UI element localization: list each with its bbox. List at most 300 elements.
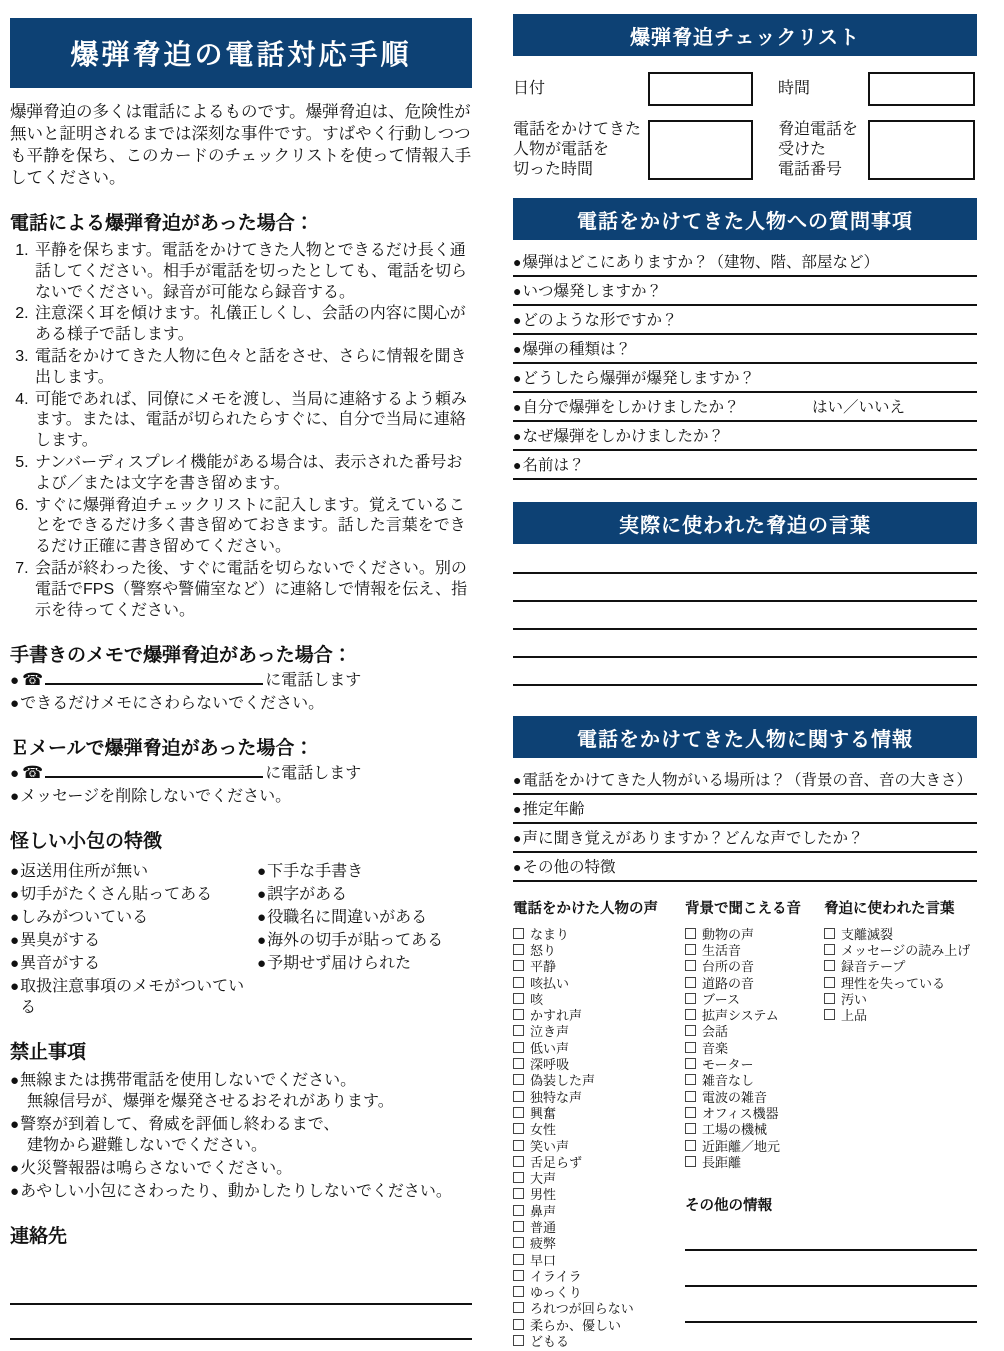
checkbox-item[interactable] (685, 1023, 824, 1039)
package-item-label: 海外の切手が貼ってある (267, 932, 444, 950)
questions-header: 電話をかけてきた人物への質問事項 (513, 198, 977, 240)
checkbox-label: 電波の雑音 (702, 1089, 768, 1105)
received-number-field[interactable] (868, 120, 975, 180)
blank-write-line[interactable] (513, 630, 977, 658)
checkbox-item[interactable] (513, 1121, 685, 1137)
checkbox[interactable] (685, 944, 696, 955)
checkbox[interactable] (824, 928, 835, 939)
checkbox-item[interactable] (513, 990, 685, 1006)
blank-write-line[interactable] (685, 1287, 977, 1323)
checkbox[interactable] (685, 1107, 696, 1118)
bullet-icon: ● (513, 859, 522, 875)
checkbox[interactable] (685, 928, 696, 939)
checkbox-item[interactable] (513, 1332, 685, 1348)
contact-heading: 連絡先 (10, 1226, 68, 1248)
email-call-line (10, 762, 472, 784)
checkbox-label: 汚い (841, 991, 868, 1007)
checkbox[interactable] (513, 1302, 524, 1313)
background-column-header: 背景で聞こえる音 (685, 901, 801, 917)
procedure-step: 6. すぐに爆弾脅迫チェックリストに記入します。覚えていることをできるだけ多く書き留めておきます。話した言葉をできるだけ正確に書き留めてください。 (33, 496, 472, 558)
checkbox-label: 泣き声 (530, 1024, 570, 1040)
language-column-header: 脅迫に使われた言葉 (824, 901, 955, 917)
bullet-icon: ● (10, 788, 20, 806)
threat-words-section (513, 502, 977, 686)
checkbox-item[interactable] (824, 941, 977, 957)
checkbox-label: 大声 (530, 1171, 557, 1187)
blank-write-line[interactable] (685, 1323, 977, 1351)
checkbox-label: メッセージの読み上げ (841, 942, 971, 958)
received-number-label (778, 120, 868, 180)
phone-number-blank[interactable] (45, 762, 263, 778)
checkbox[interactable] (513, 993, 524, 1004)
blank-write-line[interactable] (10, 1270, 472, 1305)
checkbox[interactable] (685, 960, 696, 971)
bullet-icon: ● (257, 863, 267, 881)
note-text: メッセージを削除しないでください。 (20, 788, 292, 806)
checkbox[interactable] (513, 1188, 524, 1199)
checkbox-item[interactable] (685, 1072, 824, 1088)
hangup-time-label-line: 切った時間 (513, 161, 594, 178)
prohibited-item (10, 1070, 472, 1091)
blank-write-line[interactable] (513, 602, 977, 630)
checkbox[interactable] (513, 1286, 524, 1297)
checkbox-label: 近距離／地元 (702, 1138, 781, 1154)
threat-words-header: 実際に使われた脅迫の言葉 (513, 502, 977, 544)
checkbox-label: 笑い声 (530, 1138, 570, 1154)
checkbox-item[interactable] (513, 1251, 685, 1267)
checkbox-label: 上品 (841, 1008, 868, 1024)
voice-column-header: 電話をかけた人物の声 (513, 901, 658, 917)
checkbox[interactable] (685, 1074, 696, 1085)
checkbox-label: 音楽 (702, 1040, 729, 1056)
phone-icon: ☎ (22, 670, 44, 690)
email-note-line (10, 786, 472, 807)
checkbox-label: 舌足らず (530, 1154, 583, 1170)
question-row (513, 248, 977, 277)
checkbox[interactable] (824, 1009, 835, 1020)
checkbox[interactable] (685, 1009, 696, 1020)
blank-write-line[interactable] (513, 574, 977, 602)
package-features (10, 859, 472, 1018)
checkbox-item[interactable] (513, 1218, 685, 1234)
checkbox[interactable] (685, 993, 696, 1004)
question-row (513, 422, 977, 451)
question-row (513, 306, 977, 335)
questions-section (513, 198, 977, 480)
checkbox[interactable] (824, 977, 835, 988)
checklist-fields (513, 72, 977, 180)
checkbox-item[interactable] (513, 1006, 685, 1022)
blank-write-line[interactable] (10, 1340, 472, 1351)
checkbox-label: イライラ (530, 1268, 582, 1284)
bullet-icon: ● (10, 978, 20, 996)
hangup-time-label (513, 120, 648, 180)
bullet-icon: ● (10, 1072, 20, 1090)
checkbox-label: モーター (702, 1057, 754, 1073)
bullet-icon: ● (513, 254, 522, 270)
bullet-icon: ● (513, 312, 522, 328)
checkbox[interactable] (513, 1091, 524, 1102)
checkbox-item[interactable] (513, 1202, 685, 1218)
checkbox-label: 生活音 (702, 942, 742, 958)
checkbox[interactable] (513, 1042, 524, 1053)
time-field[interactable] (868, 72, 975, 106)
checkbox[interactable] (685, 977, 696, 988)
checkbox-label: 長距離 (702, 1154, 742, 1170)
checkbox-item[interactable] (513, 1023, 685, 1039)
checkbox-label: 女性 (530, 1122, 557, 1138)
package-item (10, 930, 257, 951)
hangup-time-label-line: 人物が電話を (513, 141, 610, 158)
checkbox-item[interactable] (685, 925, 824, 941)
intro-paragraph: 爆弾脅迫の多くは電話によるものです。爆弾脅迫は、危険性が無いと証明されるまでは深刻な事件です。すばやく行動しつつも平静を保ち、このカードのチェックリストを使って情報入手してください。 (10, 103, 472, 187)
checkbox-item[interactable] (685, 1039, 824, 1055)
checkbox-item[interactable] (513, 925, 685, 941)
package-item (257, 907, 472, 928)
procedure-step: 7. 会話が終わった後、すぐに電話を切らないでください。別の電話でFPS（警察や警備室など）に連絡しで情報を伝え、指示を待ってください。 (33, 559, 472, 621)
date-label: 日付 (513, 80, 546, 97)
checkbox-label: 咳払い (530, 975, 570, 991)
checkbox-label: ろれつが回らない (530, 1301, 634, 1317)
call-suffix: に電話します (265, 765, 362, 783)
checkbox[interactable] (513, 1074, 524, 1085)
checkbox-item[interactable] (685, 974, 824, 990)
checkbox-item[interactable] (513, 1039, 685, 1055)
question-text: なぜ爆弾をしかけましたか？ (522, 428, 724, 445)
question-row (513, 335, 977, 364)
checkbox-label: 道路の音 (702, 975, 755, 991)
background-sounds-column (685, 900, 824, 1169)
bullet-icon: ● (10, 909, 20, 927)
question-row (513, 451, 977, 480)
bullet-icon: ● (10, 1160, 20, 1178)
checkbox[interactable] (513, 1270, 524, 1281)
question-row (513, 277, 977, 306)
checkbox[interactable] (685, 1140, 696, 1151)
bullet-icon: ● (257, 886, 267, 904)
checkbox-item[interactable] (513, 1055, 685, 1071)
checklist-header: 爆弾脅迫チェックリスト (513, 14, 977, 56)
checkbox-item[interactable] (513, 1186, 685, 1202)
checkbox-item[interactable] (513, 1267, 685, 1283)
prohibited-item-continuation: 無線信号が、爆弾を爆発させるおそれがあります。 (27, 1093, 394, 1111)
note-text: できるだけメモにさわらないでください。 (20, 695, 325, 713)
checkbox-item[interactable] (824, 990, 977, 1006)
checkbox[interactable] (685, 1123, 696, 1134)
checkbox-label: 工場の機械 (702, 1122, 768, 1138)
caller-info-text: 声に聞き覚えがありますか？どんな声でしたか？ (522, 830, 864, 847)
checkbox-label: 独特な声 (530, 1089, 583, 1105)
checkbox-label: 低い声 (530, 1040, 570, 1056)
call-suffix: に電話します (265, 672, 362, 690)
checkbox-item[interactable] (513, 1088, 685, 1104)
checkbox[interactable] (824, 993, 835, 1004)
checkbox-label: 普通 (530, 1220, 557, 1235)
blank-write-line[interactable] (685, 1215, 977, 1251)
checkbox[interactable] (513, 1221, 524, 1232)
package-item-label: 異音がする (20, 955, 101, 973)
checkbox[interactable] (513, 1335, 524, 1346)
checkbox-item[interactable] (685, 941, 824, 957)
prohibited-heading: 禁止事項 (10, 1042, 87, 1064)
bullet-icon: ● (513, 830, 522, 846)
checkbox-item[interactable] (685, 1104, 824, 1120)
blank-write-line[interactable] (513, 658, 977, 686)
checkbox[interactable] (513, 1107, 524, 1118)
bullet-icon: ● (513, 772, 522, 788)
checkbox-columns (513, 900, 977, 1351)
blank-write-line[interactable] (10, 1305, 472, 1340)
checkbox[interactable] (685, 1156, 696, 1167)
question-text: 自分で爆弾をしかけましたか？ (522, 399, 740, 416)
checkbox-label: 雑音なし (702, 1073, 755, 1089)
handwritten-heading: 手書きのメモで爆弾脅迫があった場合： (10, 645, 352, 667)
package-item (10, 861, 257, 882)
package-item (10, 953, 257, 974)
checkbox-label: 拡声システム (702, 1008, 779, 1024)
prohibited-item-continuation: 建物から避難しないでください。 (27, 1137, 268, 1155)
checkbox-item[interactable] (824, 1006, 977, 1022)
blank-write-line[interactable] (685, 1251, 977, 1287)
question-text: どのような形ですか？ (522, 312, 678, 329)
checkbox-item[interactable] (685, 1153, 824, 1169)
checkbox-label: 早口 (530, 1252, 557, 1268)
caller-info-text: 電話をかけてきた人物がいる場所は？（背景の音、音の大きさ） (522, 772, 972, 789)
question-text: 名前は？ (522, 457, 585, 474)
package-item-label: 役職名に間違いがある (267, 909, 428, 927)
checkbox[interactable] (685, 1091, 696, 1102)
package-item (257, 861, 472, 882)
package-item-label: 切手がたくさん貼ってある (20, 886, 213, 904)
checkbox[interactable] (685, 1042, 696, 1053)
checkbox-item[interactable] (513, 1284, 685, 1300)
checkbox-label: どもる (530, 1334, 570, 1350)
checkbox-label: 男性 (530, 1187, 557, 1203)
checkbox-label: ブース (702, 991, 740, 1007)
prohibited-item-label: あやしい小包にさわったり、動かしたりしないでください。 (20, 1183, 452, 1201)
checkbox-item[interactable] (685, 1055, 824, 1071)
checkbox[interactable] (513, 1156, 524, 1167)
page-title: 爆弾脅迫の電話対応手順 (10, 18, 472, 88)
caller-info-header: 電話をかけてきた人物に関する情報 (513, 716, 977, 758)
field-row-call-details (513, 120, 977, 180)
checkbox[interactable] (513, 1254, 524, 1265)
email-heading: Ｅメールで爆弾脅迫があった場合： (10, 738, 314, 760)
checkbox[interactable] (513, 1205, 524, 1216)
checkbox[interactable] (513, 1319, 524, 1330)
bullet-icon: ● (10, 1183, 20, 1201)
checkbox-label: 偽装した声 (530, 1073, 596, 1089)
checkbox[interactable] (824, 944, 835, 955)
checkbox[interactable] (513, 928, 524, 939)
checkbox-label: なまり (530, 926, 570, 942)
checkbox-item[interactable] (685, 990, 824, 1006)
prohibited-item-label: 無線または携帯電話を使用しないでください。 (20, 1072, 357, 1090)
package-item-label: しみがついている (20, 909, 149, 927)
checkbox-label: 台所の音 (702, 959, 755, 975)
bullet-icon: ● (10, 672, 20, 690)
package-item (10, 907, 257, 928)
package-item (257, 953, 472, 974)
package-item-label: 予期せず届けられた (267, 955, 412, 973)
prohibited-list (10, 1070, 472, 1202)
checkbox-item[interactable] (513, 1235, 685, 1251)
bullet-icon: ● (513, 801, 522, 817)
package-item (10, 976, 257, 1018)
package-item-label: 下手な手書き (267, 863, 364, 881)
bullet-icon: ● (257, 955, 267, 973)
received-number-label-line: 脅迫電話を (778, 121, 859, 138)
threat-language-column (824, 900, 977, 1169)
checkbox-label: 平静 (530, 959, 557, 975)
checkbox-item[interactable] (824, 974, 977, 990)
caller-info-section (513, 716, 977, 882)
checkbox-item[interactable] (685, 1088, 824, 1104)
checkbox-label: 録音テープ (841, 959, 906, 975)
checklist-column (513, 14, 977, 1351)
time-label: 時間 (778, 80, 811, 97)
caller-info-row (513, 853, 977, 882)
contact-lines (10, 1270, 472, 1351)
checkbox[interactable] (513, 1140, 524, 1151)
question-text: どうしたら爆弾が爆発しますか？ (522, 370, 755, 387)
package-features-left (10, 859, 257, 1018)
checkbox[interactable] (513, 1058, 524, 1069)
caller-info-text: その他の特徴 (522, 859, 616, 876)
question-row (513, 364, 977, 393)
procedure-step: 3. 電話をかけてきた人物に色々と話をさせ、さらに情報を聞き出します。 (33, 347, 472, 389)
checkbox-item[interactable] (513, 1169, 685, 1185)
date-field[interactable] (648, 72, 753, 106)
received-number-label-line: 受けた (778, 141, 827, 158)
prohibited-item-label: 火災警報器は鳴らさないでください。 (20, 1160, 293, 1178)
procedure-step: 1. 平静を保ちます。電話をかけてきた人物とできるだけ長く通話してください。相手が電話を切ったとしても、電話を切らないでください。録音が可能なら録音する。 (33, 241, 472, 303)
checkbox-label: 支離滅裂 (841, 926, 894, 942)
checkbox-item[interactable] (824, 925, 977, 941)
checkbox[interactable] (513, 960, 524, 971)
bullet-icon: ● (10, 886, 20, 904)
field-row-datetime (513, 72, 977, 106)
hangup-time-field[interactable] (648, 120, 753, 180)
bullet-icon: ● (513, 341, 522, 357)
caller-info-row (513, 766, 977, 795)
package-features-right (257, 859, 472, 1018)
checkbox-item[interactable] (685, 1137, 824, 1153)
checkbox[interactable] (685, 1025, 696, 1036)
procedure-step: 2. 注意深く耳を傾けます。礼儀正しくし、会話の内容に関心がある様子で話します。 (33, 304, 472, 346)
checkbox-item[interactable] (513, 1153, 685, 1169)
hangup-time-label-line: 電話をかけてきた (513, 121, 642, 138)
checkbox-item[interactable] (824, 958, 977, 974)
bullet-icon: ● (513, 428, 522, 444)
checkbox-label: 動物の声 (702, 926, 755, 942)
yes-no-choice: はい／いいえ (811, 399, 905, 416)
phone-procedure-heading: 電話による爆弾脅迫があった場合： (10, 213, 314, 234)
checkbox-item[interactable] (513, 1072, 685, 1088)
handwritten-call-line (10, 669, 472, 691)
caller-info-text: 推定年齢 (522, 801, 585, 818)
checkbox-item[interactable] (685, 1121, 824, 1137)
checkbox-item[interactable] (513, 1300, 685, 1316)
checkbox-item[interactable] (685, 1006, 824, 1022)
prohibited-item (10, 1181, 472, 1202)
phone-procedure-list (10, 241, 472, 621)
bullet-icon: ● (10, 932, 20, 950)
checkbox[interactable] (513, 1025, 524, 1036)
handwritten-note-line (10, 693, 472, 714)
procedure-step: 5. ナンバーディスプレイ機能がある場合は、表示された番号および／または文字を書き留めます。 (33, 453, 472, 495)
package-item (257, 884, 472, 905)
bullet-icon: ● (10, 1116, 20, 1134)
bullet-icon: ● (513, 399, 522, 415)
checkbox-item[interactable] (513, 1316, 685, 1332)
bullet-icon: ● (257, 932, 267, 950)
prohibited-item (10, 1158, 472, 1179)
checkbox-label: 理性を失っている (841, 975, 946, 991)
received-number-label-line: 電話番号 (778, 161, 843, 178)
question-text: 爆弾の種類は？ (522, 341, 631, 358)
phone-number-blank[interactable] (45, 669, 263, 685)
checkbox-item[interactable] (513, 974, 685, 990)
prohibited-item-label: 警察が到着して、脅威を評価し終わるまで、 (20, 1116, 340, 1134)
checkbox-item[interactable] (685, 958, 824, 974)
voice-column (513, 900, 685, 1351)
checkbox-label: 興奮 (530, 1105, 557, 1121)
package-item (10, 884, 257, 905)
checkbox-label: ゆっくり (530, 1285, 582, 1301)
procedure-step: 4. 可能であれば、同僚にメモを渡し、当局に連絡するよう頼みます。または、電話が切られたらすぐに、自分で当局に連絡します。 (33, 390, 472, 452)
checkbox-item[interactable] (513, 1104, 685, 1120)
phone-icon: ☎ (22, 763, 44, 783)
checkbox-label: 疲弊 (530, 1236, 557, 1252)
question-row (513, 393, 977, 422)
checkbox-item[interactable] (513, 958, 685, 974)
checkbox[interactable] (513, 944, 524, 955)
checkbox-label: 会話 (702, 1024, 729, 1040)
bullet-icon: ● (10, 695, 20, 713)
other-info-header: その他の情報 (685, 1198, 772, 1215)
bullet-icon: ● (513, 283, 522, 299)
checkbox[interactable] (685, 1058, 696, 1069)
package-item-label: 返送用住所が無い (20, 863, 149, 881)
blank-write-line[interactable] (513, 546, 977, 574)
bullet-icon: ● (257, 909, 267, 927)
caller-info-row (513, 795, 977, 824)
package-heading: 怪しい小包の特徴 (10, 831, 163, 853)
bullet-icon: ● (10, 863, 20, 881)
question-text: いつ爆発しますか？ (522, 283, 662, 300)
checkbox-label: オフィス機器 (702, 1105, 779, 1121)
checkbox-label: 怒り (530, 942, 557, 958)
bullet-icon: ● (10, 765, 20, 783)
checkbox[interactable] (513, 1172, 524, 1183)
checkbox[interactable] (513, 1009, 524, 1020)
checkbox[interactable] (824, 960, 835, 971)
checkbox-item[interactable] (513, 941, 685, 957)
package-item (257, 930, 472, 951)
checkbox-label: かすれ声 (530, 1008, 583, 1024)
checkbox-label: 鼻声 (530, 1203, 557, 1219)
bullet-icon: ● (513, 457, 522, 473)
checkbox-label: 柔らか、優しい (530, 1317, 622, 1333)
package-item-label: 取扱注意事項のメモがついている (20, 978, 245, 1017)
checkbox[interactable] (513, 977, 524, 988)
checkbox[interactable] (513, 1123, 524, 1134)
checkbox-item[interactable] (513, 1137, 685, 1153)
checkbox[interactable] (513, 1237, 524, 1248)
checkbox-label: 深呼吸 (530, 1057, 570, 1073)
package-item-label: 誤字がある (267, 886, 348, 904)
